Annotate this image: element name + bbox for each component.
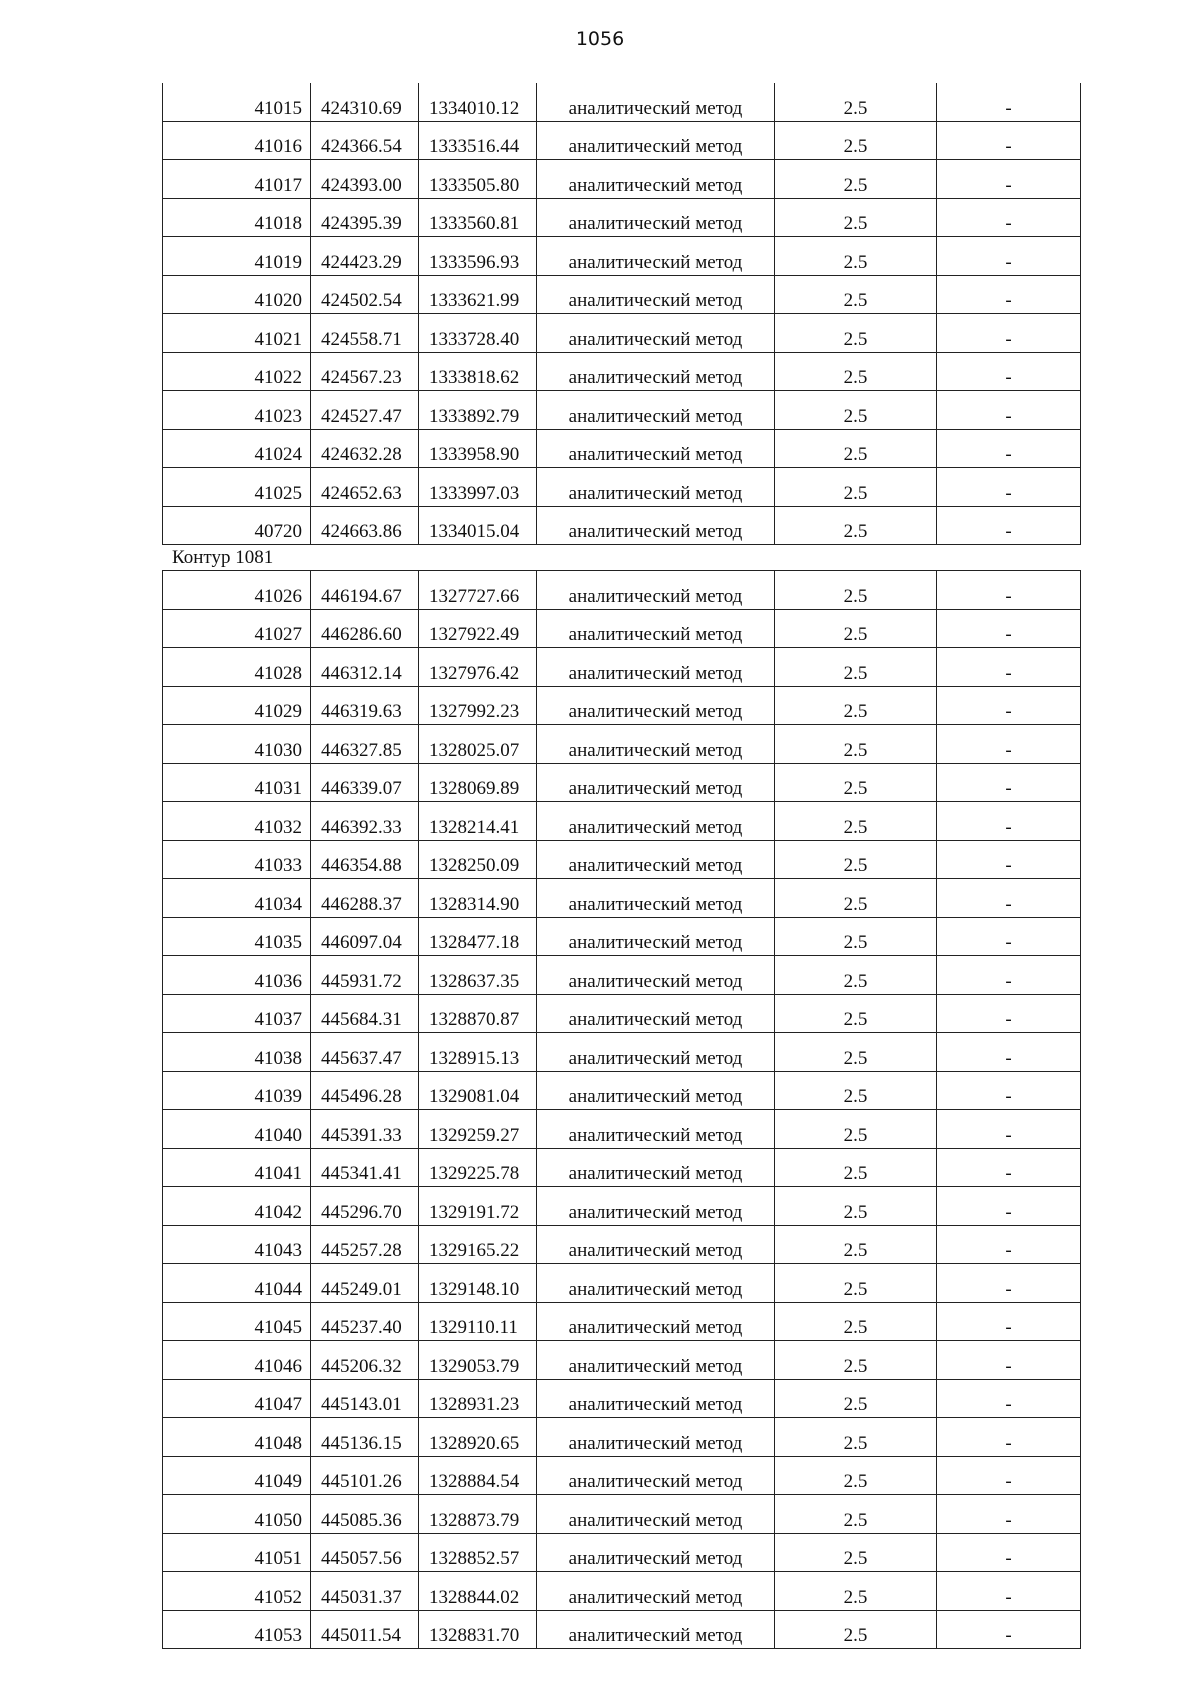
table-row (163, 994, 1081, 1033)
table-row (163, 1379, 1081, 1418)
x-coordinate-cell: 445143.01 (311, 1379, 419, 1418)
point-number-cell: 41038 (163, 1033, 311, 1072)
note-cell: - (937, 1456, 1081, 1495)
method-cell: аналитический метод (537, 956, 775, 995)
accuracy-cell: 2.5 (775, 648, 937, 687)
accuracy-cell: 2.5 (775, 956, 937, 995)
y-coordinate-cell: 1329165.22 (419, 1225, 537, 1264)
point-number-cell: 41030 (163, 725, 311, 764)
x-coordinate-cell: 446312.14 (311, 648, 419, 687)
method-cell: аналитический метод (537, 83, 775, 121)
point-number-cell: 41017 (163, 160, 311, 199)
method-cell: аналитический метод (537, 1033, 775, 1072)
table-row (163, 1418, 1081, 1457)
point-number-cell: 41044 (163, 1264, 311, 1303)
method-cell: аналитический метод (537, 468, 775, 507)
note-cell: - (937, 160, 1081, 199)
point-number-cell: 41016 (163, 121, 311, 160)
y-coordinate-cell: 1327727.66 (419, 571, 537, 610)
x-coordinate-cell: 424663.86 (311, 506, 419, 545)
y-coordinate-cell: 1328069.89 (419, 763, 537, 802)
accuracy-cell: 2.5 (775, 1495, 937, 1534)
y-coordinate-cell: 1333621.99 (419, 275, 537, 314)
y-coordinate-cell: 1333958.90 (419, 429, 537, 468)
accuracy-cell: 2.5 (775, 802, 937, 841)
note-cell: - (937, 1071, 1081, 1110)
x-coordinate-cell: 424395.39 (311, 198, 419, 237)
note-cell: - (937, 686, 1081, 725)
method-cell: аналитический метод (537, 571, 775, 610)
note-cell: - (937, 802, 1081, 841)
point-number-cell: 40720 (163, 506, 311, 545)
method-cell: аналитический метод (537, 391, 775, 430)
accuracy-cell: 2.5 (775, 1341, 937, 1380)
x-coordinate-cell: 446097.04 (311, 917, 419, 956)
point-number-cell: 41021 (163, 314, 311, 353)
table-row (163, 275, 1081, 314)
x-coordinate-cell: 424652.63 (311, 468, 419, 507)
method-cell: аналитический метод (537, 506, 775, 545)
note-cell: - (937, 1572, 1081, 1611)
table-row (163, 686, 1081, 725)
method-cell: аналитический метод (537, 879, 775, 918)
note-cell: - (937, 879, 1081, 918)
y-coordinate-cell: 1333516.44 (419, 121, 537, 160)
x-coordinate-cell: 424567.23 (311, 352, 419, 391)
method-cell: аналитический метод (537, 160, 775, 199)
x-coordinate-cell: 424423.29 (311, 237, 419, 276)
table-row (163, 160, 1081, 199)
table-row (163, 1610, 1081, 1649)
table-row (163, 1341, 1081, 1380)
accuracy-cell: 2.5 (775, 609, 937, 648)
method-cell: аналитический метод (537, 1533, 775, 1572)
x-coordinate-cell: 445011.54 (311, 1610, 419, 1649)
note-cell: - (937, 391, 1081, 430)
coordinates-table-continued (162, 83, 1081, 545)
method-cell: аналитический метод (537, 609, 775, 648)
accuracy-cell: 2.5 (775, 121, 937, 160)
y-coordinate-cell: 1333892.79 (419, 391, 537, 430)
table-row (163, 1264, 1081, 1303)
note-cell: - (937, 994, 1081, 1033)
method-cell: аналитический метод (537, 1225, 775, 1264)
method-cell: аналитический метод (537, 1610, 775, 1649)
y-coordinate-cell: 1329191.72 (419, 1187, 537, 1226)
method-cell: аналитический метод (537, 1302, 775, 1341)
table-row (163, 468, 1081, 507)
note-cell: - (937, 1610, 1081, 1649)
note-cell: - (937, 1187, 1081, 1226)
method-cell: аналитический метод (537, 840, 775, 879)
x-coordinate-cell: 424310.69 (311, 83, 419, 121)
accuracy-cell: 2.5 (775, 879, 937, 918)
y-coordinate-cell: 1328314.90 (419, 879, 537, 918)
table-row (163, 1071, 1081, 1110)
note-cell: - (937, 237, 1081, 276)
table-row (163, 879, 1081, 918)
table-row (163, 1110, 1081, 1149)
y-coordinate-cell: 1328884.54 (419, 1456, 537, 1495)
accuracy-cell: 2.5 (775, 571, 937, 610)
x-coordinate-cell: 424632.28 (311, 429, 419, 468)
y-coordinate-cell: 1327922.49 (419, 609, 537, 648)
accuracy-cell: 2.5 (775, 429, 937, 468)
accuracy-cell: 2.5 (775, 1572, 937, 1611)
note-cell: - (937, 314, 1081, 353)
point-number-cell: 41022 (163, 352, 311, 391)
point-number-cell: 41048 (163, 1418, 311, 1457)
table-row (163, 1572, 1081, 1611)
accuracy-cell: 2.5 (775, 198, 937, 237)
y-coordinate-cell: 1329081.04 (419, 1071, 537, 1110)
y-coordinate-cell: 1333596.93 (419, 237, 537, 276)
method-cell: аналитический метод (537, 725, 775, 764)
x-coordinate-cell: 445085.36 (311, 1495, 419, 1534)
note-cell: - (937, 1302, 1081, 1341)
method-cell: аналитический метод (537, 1495, 775, 1534)
note-cell: - (937, 725, 1081, 764)
point-number-cell: 41049 (163, 1456, 311, 1495)
x-coordinate-cell: 445684.31 (311, 994, 419, 1033)
x-coordinate-cell: 445637.47 (311, 1033, 419, 1072)
x-coordinate-cell: 445257.28 (311, 1225, 419, 1264)
table-row (163, 121, 1081, 160)
method-cell: аналитический метод (537, 275, 775, 314)
table-row (163, 83, 1081, 121)
point-number-cell: 41029 (163, 686, 311, 725)
accuracy-cell: 2.5 (775, 1379, 937, 1418)
y-coordinate-cell: 1329259.27 (419, 1110, 537, 1149)
point-number-cell: 41050 (163, 1495, 311, 1534)
y-coordinate-cell: 1328873.79 (419, 1495, 537, 1534)
x-coordinate-cell: 446354.88 (311, 840, 419, 879)
point-number-cell: 41041 (163, 1148, 311, 1187)
table-row (163, 352, 1081, 391)
point-number-cell: 41025 (163, 468, 311, 507)
note-cell: - (937, 609, 1081, 648)
point-number-cell: 41034 (163, 879, 311, 918)
point-number-cell: 41023 (163, 391, 311, 430)
note-cell: - (937, 121, 1081, 160)
table-row (163, 1187, 1081, 1226)
method-cell: аналитический метод (537, 648, 775, 687)
note-cell: - (937, 1148, 1081, 1187)
point-number-cell: 41028 (163, 648, 311, 687)
note-cell: - (937, 1110, 1081, 1149)
accuracy-cell: 2.5 (775, 1456, 937, 1495)
note-cell: - (937, 1495, 1081, 1534)
point-number-cell: 41039 (163, 1071, 311, 1110)
method-cell: аналитический метод (537, 994, 775, 1033)
accuracy-cell: 2.5 (775, 686, 937, 725)
accuracy-cell: 2.5 (775, 1110, 937, 1149)
method-cell: аналитический метод (537, 1071, 775, 1110)
note-cell: - (937, 83, 1081, 121)
point-number-cell: 41051 (163, 1533, 311, 1572)
note-cell: - (937, 275, 1081, 314)
accuracy-cell: 2.5 (775, 1610, 937, 1649)
point-number-cell: 41036 (163, 956, 311, 995)
accuracy-cell: 2.5 (775, 83, 937, 121)
accuracy-cell: 2.5 (775, 917, 937, 956)
note-cell: - (937, 956, 1081, 995)
y-coordinate-cell: 1328025.07 (419, 725, 537, 764)
note-cell: - (937, 763, 1081, 802)
y-coordinate-cell: 1328637.35 (419, 956, 537, 995)
note-cell: - (937, 840, 1081, 879)
point-number-cell: 41015 (163, 83, 311, 121)
note-cell: - (937, 1341, 1081, 1380)
y-coordinate-cell: 1328852.57 (419, 1533, 537, 1572)
x-coordinate-cell: 424558.71 (311, 314, 419, 353)
accuracy-cell: 2.5 (775, 994, 937, 1033)
method-cell: аналитический метод (537, 237, 775, 276)
accuracy-cell: 2.5 (775, 763, 937, 802)
point-number-cell: 41032 (163, 802, 311, 841)
y-coordinate-cell: 1328870.87 (419, 994, 537, 1033)
y-coordinate-cell: 1328477.18 (419, 917, 537, 956)
y-coordinate-cell: 1329225.78 (419, 1148, 537, 1187)
y-coordinate-cell: 1327992.23 (419, 686, 537, 725)
point-number-cell: 41046 (163, 1341, 311, 1380)
y-coordinate-cell: 1328915.13 (419, 1033, 537, 1072)
point-number-cell: 41052 (163, 1572, 311, 1611)
table-row (163, 571, 1081, 610)
method-cell: аналитический метод (537, 1148, 775, 1187)
method-cell: аналитический метод (537, 1187, 775, 1226)
note-cell: - (937, 506, 1081, 545)
accuracy-cell: 2.5 (775, 391, 937, 430)
method-cell: аналитический метод (537, 686, 775, 725)
point-number-cell: 41018 (163, 198, 311, 237)
table-row (163, 1456, 1081, 1495)
accuracy-cell: 2.5 (775, 725, 937, 764)
x-coordinate-cell: 446288.37 (311, 879, 419, 918)
table-row (163, 1033, 1081, 1072)
accuracy-cell: 2.5 (775, 160, 937, 199)
table-row (163, 1148, 1081, 1187)
method-cell: аналитический метод (537, 429, 775, 468)
table-row (163, 237, 1081, 276)
method-cell: аналитический метод (537, 198, 775, 237)
y-coordinate-cell: 1329110.11 (419, 1302, 537, 1341)
x-coordinate-cell: 446319.63 (311, 686, 419, 725)
y-coordinate-cell: 1333997.03 (419, 468, 537, 507)
method-cell: аналитический метод (537, 314, 775, 353)
table-row (163, 648, 1081, 687)
y-coordinate-cell: 1333818.62 (419, 352, 537, 391)
point-number-cell: 41035 (163, 917, 311, 956)
y-coordinate-cell: 1329148.10 (419, 1264, 537, 1303)
x-coordinate-cell: 445496.28 (311, 1071, 419, 1110)
point-number-cell: 41027 (163, 609, 311, 648)
table-body (163, 83, 1081, 545)
accuracy-cell: 2.5 (775, 237, 937, 276)
accuracy-cell: 2.5 (775, 840, 937, 879)
point-number-cell: 41024 (163, 429, 311, 468)
accuracy-cell: 2.5 (775, 275, 937, 314)
x-coordinate-cell: 445136.15 (311, 1418, 419, 1457)
x-coordinate-cell: 445296.70 (311, 1187, 419, 1226)
contour-label: Контур 1081 (172, 547, 274, 568)
x-coordinate-cell: 446286.60 (311, 609, 419, 648)
point-number-cell: 41045 (163, 1302, 311, 1341)
point-number-cell: 41033 (163, 840, 311, 879)
accuracy-cell: 2.5 (775, 314, 937, 353)
accuracy-cell: 2.5 (775, 352, 937, 391)
point-number-cell: 41037 (163, 994, 311, 1033)
y-coordinate-cell: 1333728.40 (419, 314, 537, 353)
accuracy-cell: 2.5 (775, 506, 937, 545)
note-cell: - (937, 648, 1081, 687)
table-body (163, 571, 1081, 1649)
x-coordinate-cell: 445206.32 (311, 1341, 419, 1380)
y-coordinate-cell: 1328250.09 (419, 840, 537, 879)
table-row (163, 429, 1081, 468)
x-coordinate-cell: 445341.41 (311, 1148, 419, 1187)
point-number-cell: 41042 (163, 1187, 311, 1226)
accuracy-cell: 2.5 (775, 1033, 937, 1072)
point-number-cell: 41053 (163, 1610, 311, 1649)
accuracy-cell: 2.5 (775, 1225, 937, 1264)
table-row (163, 1495, 1081, 1534)
note-cell: - (937, 571, 1081, 610)
method-cell: аналитический метод (537, 121, 775, 160)
point-number-cell: 41020 (163, 275, 311, 314)
note-cell: - (937, 1225, 1081, 1264)
x-coordinate-cell: 424366.54 (311, 121, 419, 160)
table-row (163, 198, 1081, 237)
note-cell: - (937, 1379, 1081, 1418)
method-cell: аналитический метод (537, 1379, 775, 1418)
method-cell: аналитический метод (537, 352, 775, 391)
method-cell: аналитический метод (537, 763, 775, 802)
point-number-cell: 41043 (163, 1225, 311, 1264)
page-number: 1056 (575, 28, 625, 50)
y-coordinate-cell: 1334010.12 (419, 83, 537, 121)
accuracy-cell: 2.5 (775, 1533, 937, 1572)
y-coordinate-cell: 1328931.23 (419, 1379, 537, 1418)
x-coordinate-cell: 424527.47 (311, 391, 419, 430)
x-coordinate-cell: 445391.33 (311, 1110, 419, 1149)
accuracy-cell: 2.5 (775, 1264, 937, 1303)
table-row (163, 840, 1081, 879)
y-coordinate-cell: 1328920.65 (419, 1418, 537, 1457)
x-coordinate-cell: 445237.40 (311, 1302, 419, 1341)
accuracy-cell: 2.5 (775, 1071, 937, 1110)
x-coordinate-cell: 446339.07 (311, 763, 419, 802)
y-coordinate-cell: 1329053.79 (419, 1341, 537, 1380)
method-cell: аналитический метод (537, 1418, 775, 1457)
point-number-cell: 41040 (163, 1110, 311, 1149)
table-row (163, 763, 1081, 802)
x-coordinate-cell: 445101.26 (311, 1456, 419, 1495)
note-cell: - (937, 1033, 1081, 1072)
table-row (163, 1302, 1081, 1341)
y-coordinate-cell: 1333505.80 (419, 160, 537, 199)
note-cell: - (937, 917, 1081, 956)
note-cell: - (937, 352, 1081, 391)
x-coordinate-cell: 445057.56 (311, 1533, 419, 1572)
note-cell: - (937, 1533, 1081, 1572)
x-coordinate-cell: 446327.85 (311, 725, 419, 764)
table-row (163, 1225, 1081, 1264)
table-row (163, 725, 1081, 764)
point-number-cell: 41031 (163, 763, 311, 802)
method-cell: аналитический метод (537, 1341, 775, 1380)
table-row (163, 956, 1081, 995)
y-coordinate-cell: 1334015.04 (419, 506, 537, 545)
table-row (163, 802, 1081, 841)
note-cell: - (937, 429, 1081, 468)
method-cell: аналитический метод (537, 1456, 775, 1495)
y-coordinate-cell: 1327976.42 (419, 648, 537, 687)
x-coordinate-cell: 445249.01 (311, 1264, 419, 1303)
table-row (163, 391, 1081, 430)
table-row (163, 609, 1081, 648)
x-coordinate-cell: 424502.54 (311, 275, 419, 314)
y-coordinate-cell: 1328831.70 (419, 1610, 537, 1649)
method-cell: аналитический метод (537, 1264, 775, 1303)
x-coordinate-cell: 446392.33 (311, 802, 419, 841)
note-cell: - (937, 1264, 1081, 1303)
method-cell: аналитический метод (537, 1572, 775, 1611)
table-row (163, 917, 1081, 956)
method-cell: аналитический метод (537, 802, 775, 841)
x-coordinate-cell: 445031.37 (311, 1572, 419, 1611)
table-row (163, 314, 1081, 353)
accuracy-cell: 2.5 (775, 1148, 937, 1187)
point-number-cell: 41047 (163, 1379, 311, 1418)
note-cell: - (937, 468, 1081, 507)
accuracy-cell: 2.5 (775, 1187, 937, 1226)
point-number-cell: 41019 (163, 237, 311, 276)
y-coordinate-cell: 1328214.41 (419, 802, 537, 841)
y-coordinate-cell: 1333560.81 (419, 198, 537, 237)
x-coordinate-cell: 445931.72 (311, 956, 419, 995)
coordinates-table-contour-1081 (162, 570, 1081, 1649)
method-cell: аналитический метод (537, 1110, 775, 1149)
y-coordinate-cell: 1328844.02 (419, 1572, 537, 1611)
method-cell: аналитический метод (537, 917, 775, 956)
accuracy-cell: 2.5 (775, 468, 937, 507)
x-coordinate-cell: 424393.00 (311, 160, 419, 199)
accuracy-cell: 2.5 (775, 1418, 937, 1457)
accuracy-cell: 2.5 (775, 1302, 937, 1341)
note-cell: - (937, 198, 1081, 237)
x-coordinate-cell: 446194.67 (311, 571, 419, 610)
table-row (163, 1533, 1081, 1572)
note-cell: - (937, 1418, 1081, 1457)
point-number-cell: 41026 (163, 571, 311, 610)
table-row (163, 506, 1081, 545)
